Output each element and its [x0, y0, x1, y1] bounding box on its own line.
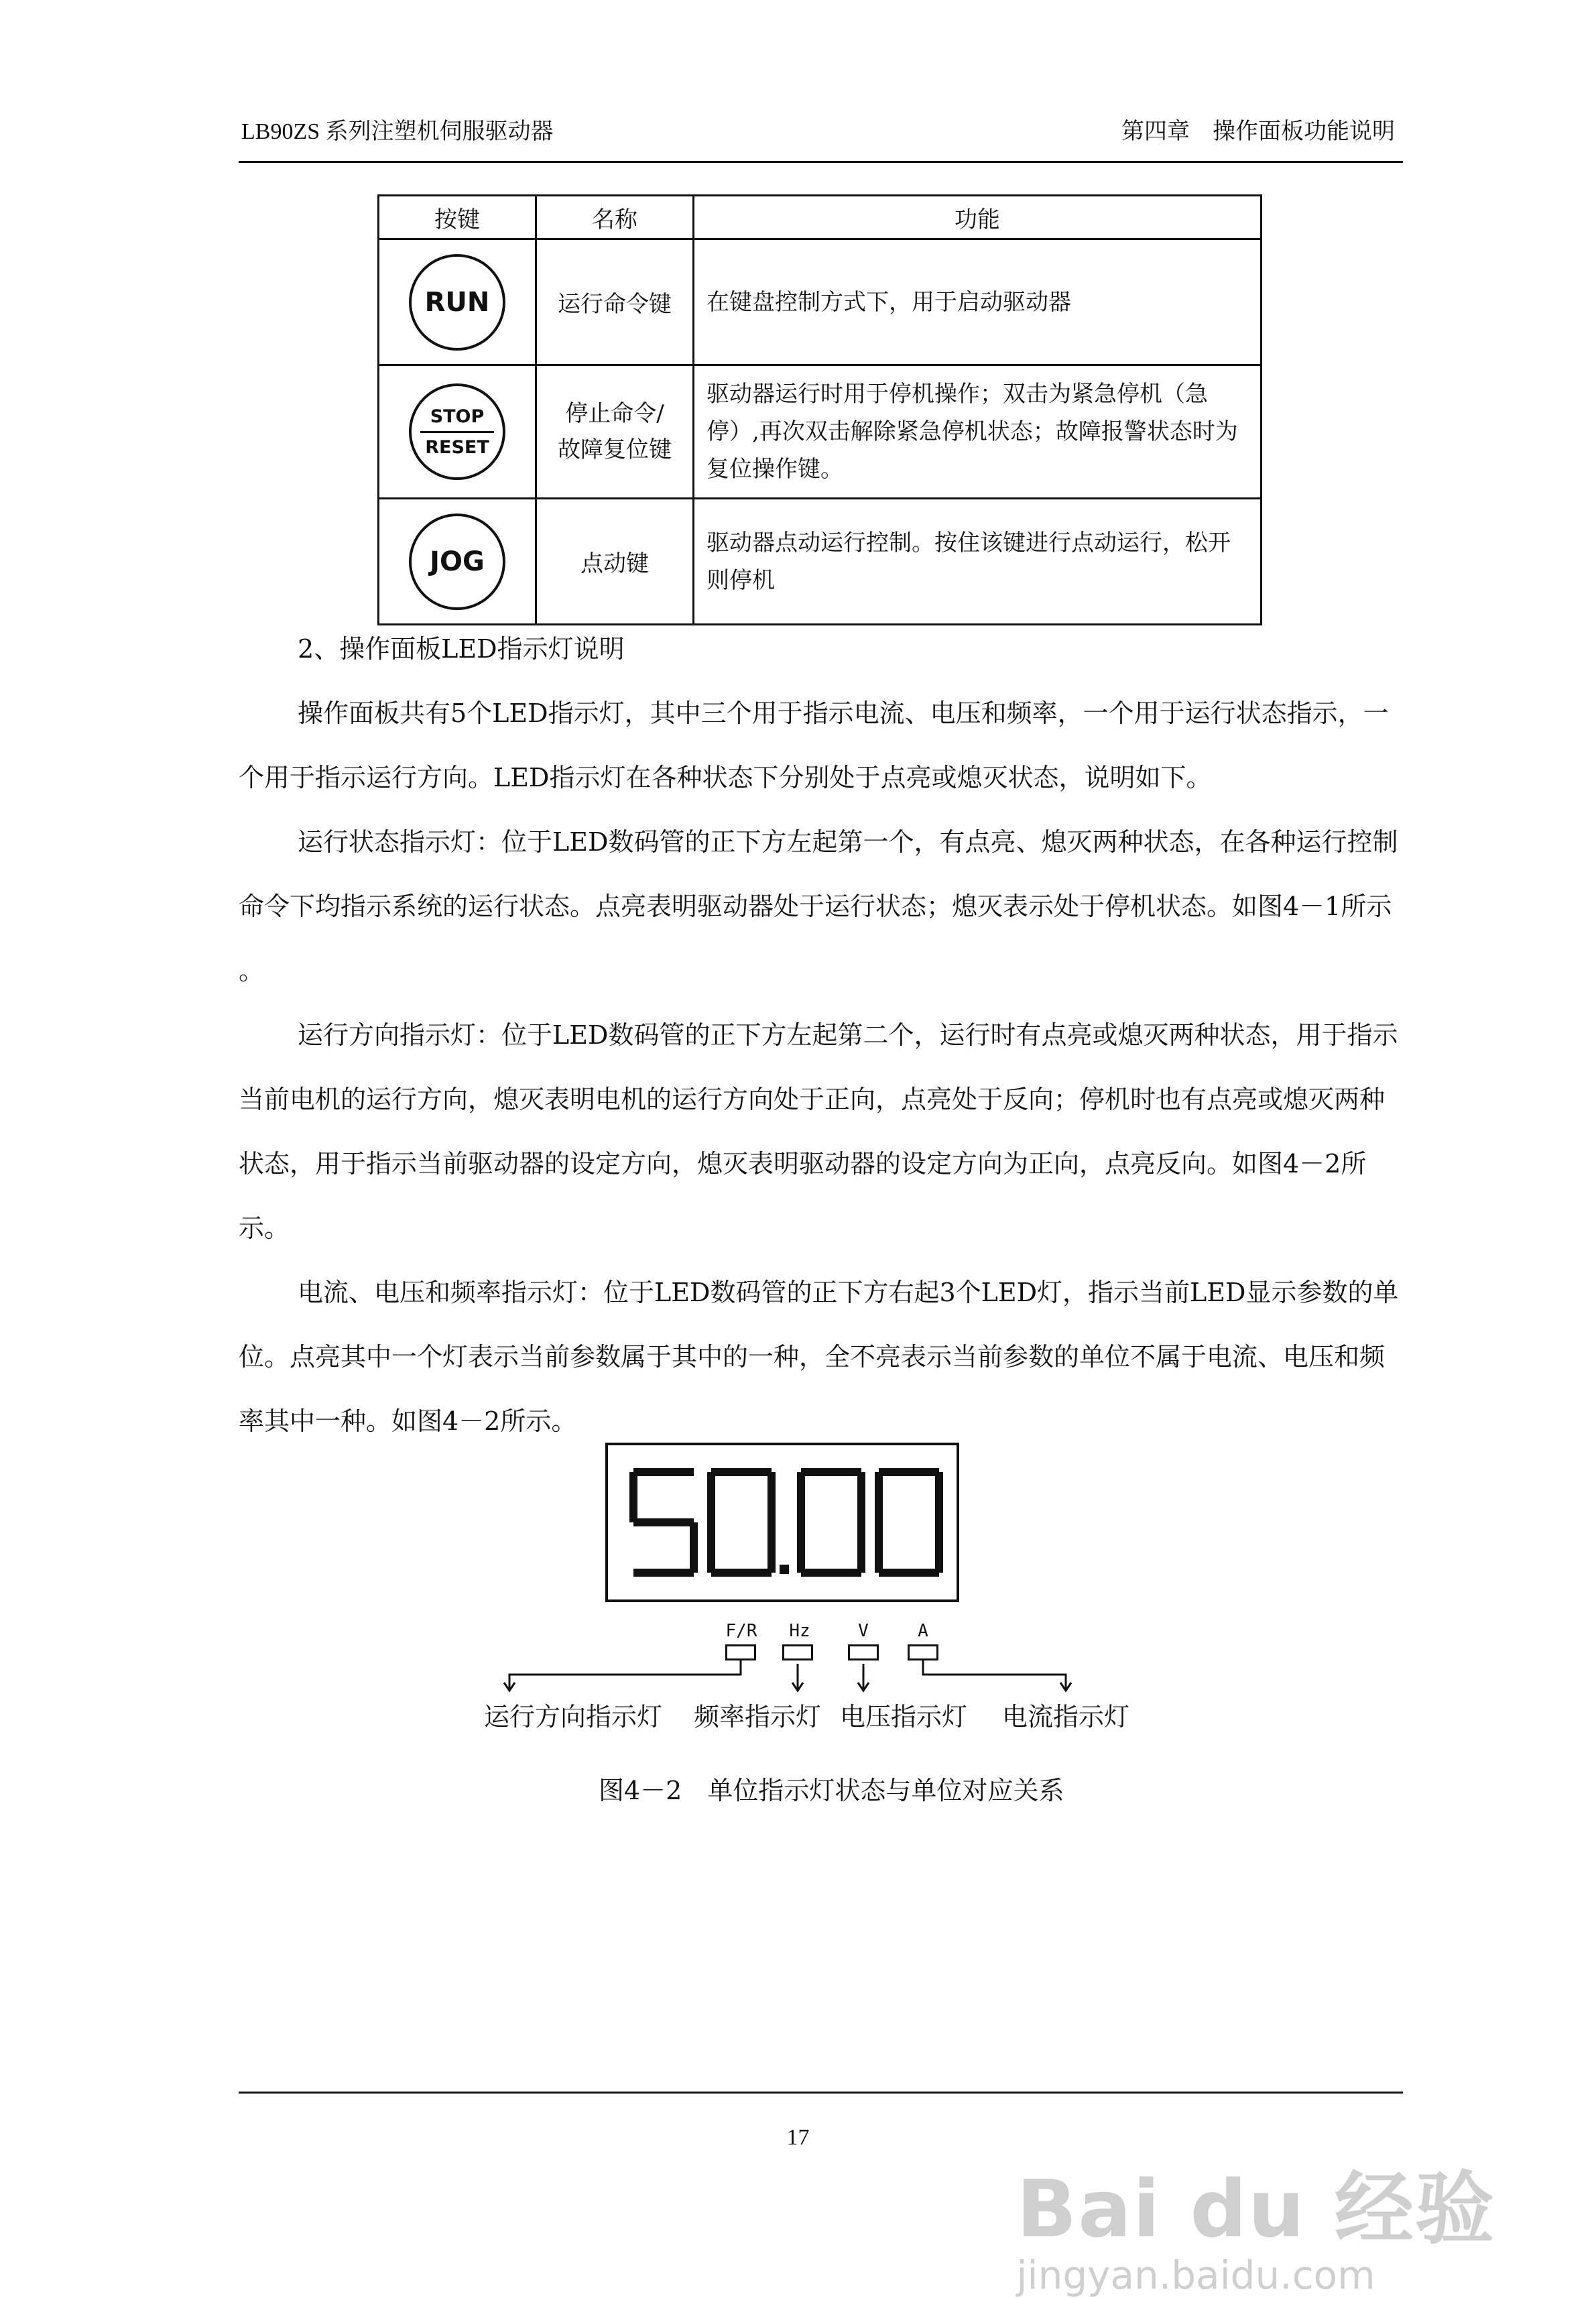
paragraph-1: 操作面板共有5个LED指示灯，其中三个用于指示电流、电压和频率，一个用于运行状态指示，一个用于指示运行方向。LED指示灯在各种状态下分别处于点亮或熄灭状态，说明如下。 — [239, 699, 1389, 792]
caption-current-led: 电流指示灯 — [1002, 1702, 1130, 1732]
header-divider — [239, 161, 1403, 163]
indicator-label-a: A — [918, 1621, 928, 1641]
stop-key-cell — [379, 365, 536, 499]
page-number: 17 — [786, 2125, 810, 2150]
baidu-watermark — [1016, 2145, 1495, 2298]
paragraph-3: 运行方向指示灯：位于LED数码管的正下方左起第二个，运行时有点亮或熄灭两种状态，用于指示当前电机的运行方向，熄灭表明电机的运行方向处于正向，点亮处于反向；停机时也有点亮或熄灭两种状态，用于指示当前驱动器的设定方向，熄灭表明驱动器的设定方向为正向，点亮反向。如图4－2所示。 — [239, 1020, 1398, 1243]
indicator-label-hz: Hz — [789, 1621, 810, 1641]
stop-reset-button-icon — [409, 383, 505, 480]
led-display-panel — [605, 1443, 959, 1602]
led-display-value — [0, 0, 1, 1]
run-name-cell: 运行命令键 — [536, 239, 694, 365]
table-header-row — [379, 196, 1262, 239]
arrow-direction-head — [504, 1683, 515, 1691]
arrow-voltage-head — [858, 1683, 869, 1691]
header-chapter-right: 第四章 操作面板功能说明 — [1121, 119, 1395, 144]
reset-label: RESET — [425, 436, 489, 458]
caption-direction-led: 运行方向指示灯 — [484, 1702, 663, 1732]
stop-name-line1: 停止命令/ — [565, 400, 664, 427]
run-function-cell: 在键盘控制方式下，用于启动驱动器 — [694, 239, 1262, 365]
jog-name-cell: 点动键 — [536, 499, 694, 625]
arrow-current — [923, 1660, 1066, 1689]
indicator-lamp-fr — [725, 1644, 756, 1660]
table-row-jog — [379, 499, 1262, 625]
arrow-direction — [509, 1660, 741, 1689]
jog-button-label: JOG — [430, 546, 485, 577]
section-title: 2、操作面板LED指示灯说明 — [298, 634, 625, 664]
caption-voltage-led: 电压指示灯 — [840, 1702, 968, 1732]
run-button-label: RUN — [424, 286, 490, 318]
paragraph-2: 运行状态指示灯：位于LED数码管的正下方左起第一个，有点亮、熄灭两种状态，在各种运行控制命令下均指示系统的运行状态。点亮表明驱动器处于运行状态；熄灭表示处于停机状态。如图4－1所示 。 — [239, 827, 1398, 985]
jog-function-cell: 驱动器点动运行控制。按住该键进行点动运行，松开则停机 — [694, 499, 1262, 625]
table-row-run — [379, 239, 1262, 365]
arrow-frequency-head — [792, 1683, 803, 1691]
run-key-cell — [379, 239, 536, 365]
indicator-lamp-hz — [782, 1644, 813, 1660]
indicator-label-fr: F/R — [725, 1621, 757, 1641]
watermark-logo: Bai du 经验 — [1016, 2163, 1495, 2255]
figure-caption: 图4－2 单位指示灯状态与单位对应关系 — [599, 1776, 1064, 1805]
paragraph-4: 电流、电压和频率指示灯：位于LED数码管的正下方右起3个LED灯，指示当前LED显示参数的单位。点亮其中一个灯表示当前参数属于其中的一种，全不亮表示当前参数的单位不属于电流、电压和频率其中一种。如图4－2所示。 — [239, 1278, 1399, 1436]
table-row-stop-reset — [379, 365, 1262, 499]
stop-function-cell: 驱动器运行时用于停机操作；双击为紧急停机（急停）,再次双击解除紧急停机状态；故障报警状态时为复位操作键。 — [694, 365, 1262, 499]
run-button-icon — [409, 254, 505, 351]
stop-label: STOP — [430, 406, 485, 427]
header-title-left: LB90ZS 系列注塑机伺服驱动器 — [241, 119, 554, 144]
jog-button-icon — [409, 513, 505, 610]
caption-frequency-led: 频率指示灯 — [694, 1702, 822, 1732]
key-function-table — [377, 194, 1262, 625]
stop-name-cell — [536, 365, 694, 499]
indicator-label-v: V — [858, 1621, 869, 1641]
arrow-current-head — [1060, 1683, 1071, 1691]
indicator-arrows — [504, 1660, 1071, 1691]
stop-name-line2: 故障复位键 — [558, 436, 672, 463]
footer-divider — [239, 2092, 1403, 2094]
column-header-function: 功能 — [694, 196, 1262, 239]
watermark-url: jingyan.baidu.com — [1016, 2252, 1375, 2298]
column-header-name: 名称 — [536, 196, 694, 239]
column-header-key: 按键 — [379, 196, 536, 239]
indicator-lamp-v — [848, 1644, 879, 1660]
stop-reset-divider — [420, 431, 494, 433]
indicator-lamp-a — [908, 1644, 938, 1660]
jog-key-cell — [379, 499, 536, 625]
